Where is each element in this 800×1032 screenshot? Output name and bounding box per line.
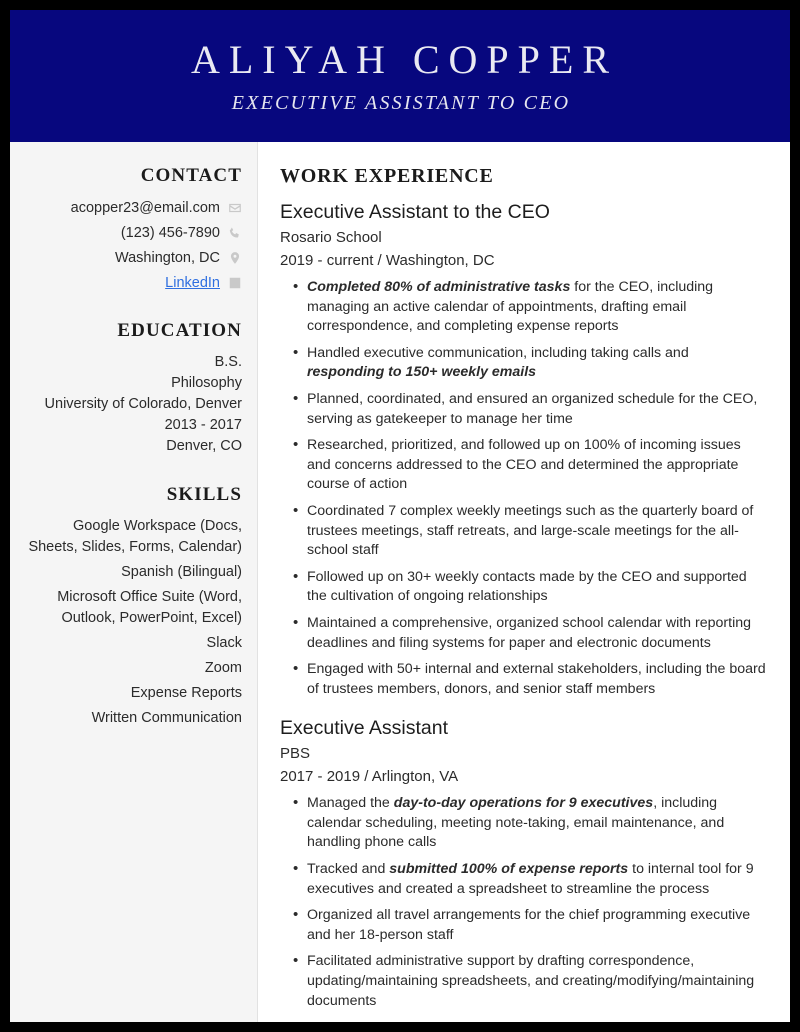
- contact-phone-text: (123) 456-7890: [120, 225, 220, 241]
- list-item: • Facilitated administrative support by drafting correspondence, updating/maintaining spreadsheets, and creating/modifying/maintaining documents: [307, 952, 768, 1011]
- job-entry: [280, 199, 768, 699]
- education-degree: B.S.: [214, 354, 242, 370]
- education-section: [22, 319, 242, 457]
- bullet-emphasis: day-to-day operations for 9 executives: [393, 795, 654, 812]
- location-pin-icon: [228, 251, 242, 265]
- job-title: Executive Assistant: [280, 717, 448, 740]
- contact-location-text: Washington, DC: [114, 250, 220, 266]
- resume-body: [10, 142, 790, 1022]
- contact-item-linkedin[interactable]: [22, 273, 242, 293]
- job-title: Executive Assistant to the CEO: [280, 201, 550, 223]
- list-item: Slack: [206, 635, 242, 651]
- skills-heading: SKILLS: [166, 484, 242, 505]
- list-item: • Managed the day-to-day operations for 9 executives, including calendar scheduling, meeting note-taking, email maintenance, and handling phone calls: [307, 794, 768, 853]
- linkedin-icon[interactable]: [228, 276, 242, 290]
- list-item: • Completed 80% of administrative tasks for the CEO, including managing an active calendar of appointments, drafting email correspondence, and completing expense reports: [307, 278, 768, 337]
- education-location: Denver, CO: [166, 438, 242, 454]
- contact-item-location: [22, 248, 242, 268]
- sidebar: [10, 142, 258, 1022]
- bullet-emphasis: submitted 100% of expense reports: [389, 861, 629, 878]
- education-major: Philosophy: [171, 375, 242, 391]
- phone-icon: [228, 226, 242, 240]
- contact-item-phone: [22, 223, 242, 243]
- bullet-emphasis: Completed 80% of administrative tasks: [307, 279, 571, 295]
- list-item: • Planned, coordinated, and ensured an organized schedule for the CEO, serving as gatekeeper to manage her time: [307, 390, 768, 429]
- list-item: Written Communication: [91, 710, 242, 726]
- list-item: Spanish (Bilingual): [121, 564, 242, 580]
- bullet-emphasis: responding to 150+ weekly emails: [307, 364, 537, 381]
- list-item: • Engaged with 50+ internal and external stakeholders, including the board of trustees members, donors, and senior staff members: [307, 660, 768, 699]
- list-item: • Researched, prioritized, and followed up on 100% of incoming issues and concerns addressed to the CEO and determined the appropriate course of action: [307, 436, 768, 495]
- education-heading: EDUCATION: [117, 320, 242, 341]
- list-item: Expense Reports: [130, 685, 242, 701]
- education-dates: 2013 - 2017: [164, 417, 242, 433]
- job-bullet-list: [280, 794, 768, 1011]
- resume-page: [10, 10, 790, 1022]
- candidate-job-title: EXECUTIVE ASSISTANT TO CEO: [231, 92, 571, 114]
- linkedin-link[interactable]: LinkedIn: [165, 275, 220, 291]
- list-item: Google Workspace (Docs, Sheets, Slides, Forms, Calendar): [28, 518, 242, 555]
- main-column: [258, 142, 790, 1022]
- job-meta: 2017 - 2019 / Arlington, VA: [280, 768, 459, 786]
- contact-section: [22, 164, 242, 293]
- job-company: PBS: [280, 745, 311, 763]
- contact-email-text: acopper23@email.com: [70, 200, 220, 216]
- education-school: University of Colorado, Denver: [44, 396, 242, 412]
- list-item: • Tracked and submitted 100% of expense reports to internal tool for 9 executives and created a spreadsheet to streamline the process: [307, 860, 768, 899]
- envelope-icon: [228, 201, 242, 215]
- job-company: Rosario School: [280, 229, 382, 246]
- work-experience-heading: WORK EXPERIENCE: [280, 165, 494, 187]
- list-item: • Organized all travel arrangements for the chief programming executive and her 18-person staff: [307, 906, 768, 945]
- list-item: • Maintained a comprehensive, organized school calendar with reporting deadlines and filing systems for paper and electronic documents: [307, 614, 768, 653]
- list-item: Zoom: [204, 660, 242, 676]
- contact-heading: CONTACT: [140, 165, 242, 186]
- jobs-container: [280, 199, 768, 1011]
- candidate-name: ALIYAH COPPER: [190, 37, 619, 82]
- list-item: • Handled executive communication, including taking calls and responding to 150+ weekly emails: [307, 344, 768, 383]
- list-item: • Followed up on 30+ weekly contacts made by the CEO and supported the cultivation of ongoing relationships: [307, 568, 768, 607]
- contact-item-email: [22, 198, 242, 218]
- resume-header-banner: [10, 10, 790, 142]
- skills-section: [22, 483, 242, 729]
- list-item: • Coordinated 7 complex weekly meetings such as the quarterly board of trustees meetings, staff retreats, and large-scale meetings for the all-school staff: [307, 502, 768, 561]
- list-item: Microsoft Office Suite (Word, Outlook, PowerPoint, Excel): [57, 589, 242, 626]
- job-bullet-list: [280, 278, 768, 699]
- job-entry: [280, 715, 768, 1011]
- job-meta: 2019 - current / Washington, DC: [280, 252, 495, 269]
